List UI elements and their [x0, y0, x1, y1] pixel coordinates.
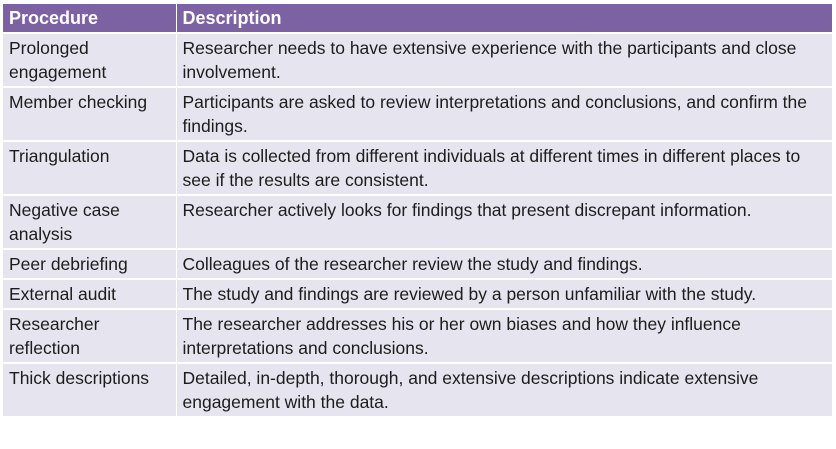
- table-body: [3, 33, 832, 417]
- procedure-cell: External audit: [3, 279, 176, 309]
- table-row: [3, 249, 832, 279]
- table-row: [3, 87, 832, 141]
- description-cell: Researcher actively looks for findings that present discrepant information.: [176, 195, 832, 249]
- header-procedure: Procedure: [3, 4, 176, 33]
- table-row: [3, 195, 832, 249]
- table-row: [3, 279, 832, 309]
- procedure-cell: Triangulation: [3, 141, 176, 195]
- header-description: Description: [176, 4, 832, 33]
- procedures-table: [3, 4, 832, 418]
- description-cell: Participants are asked to review interpretations and conclusions, and confirm the findings.: [176, 87, 832, 141]
- procedure-cell: Researcher reflection: [3, 309, 176, 363]
- table-header: [3, 4, 832, 33]
- table-row: [3, 33, 832, 87]
- header-row: [3, 4, 832, 33]
- description-cell: Detailed, in-depth, thorough, and extensive descriptions indicate extensive engagement with the data.: [176, 363, 832, 417]
- procedure-cell: Member checking: [3, 87, 176, 141]
- description-cell: Colleagues of the researcher review the study and findings.: [176, 249, 832, 279]
- table-row: [3, 141, 832, 195]
- procedure-cell: Thick descriptions: [3, 363, 176, 417]
- description-cell: Data is collected from different individuals at different times in different places to see if the results are consistent.: [176, 141, 832, 195]
- description-cell: The researcher addresses his or her own biases and how they influence interpretations and conclusions.: [176, 309, 832, 363]
- table-row: [3, 363, 832, 417]
- procedure-cell: Peer debriefing: [3, 249, 176, 279]
- description-cell: Researcher needs to have extensive experience with the participants and close involvement.: [176, 33, 832, 87]
- description-cell: The study and findings are reviewed by a person unfamiliar with the study.: [176, 279, 832, 309]
- procedure-cell: Prolonged engagement: [3, 33, 176, 87]
- table-row: [3, 309, 832, 363]
- procedure-cell: Negative case analysis: [3, 195, 176, 249]
